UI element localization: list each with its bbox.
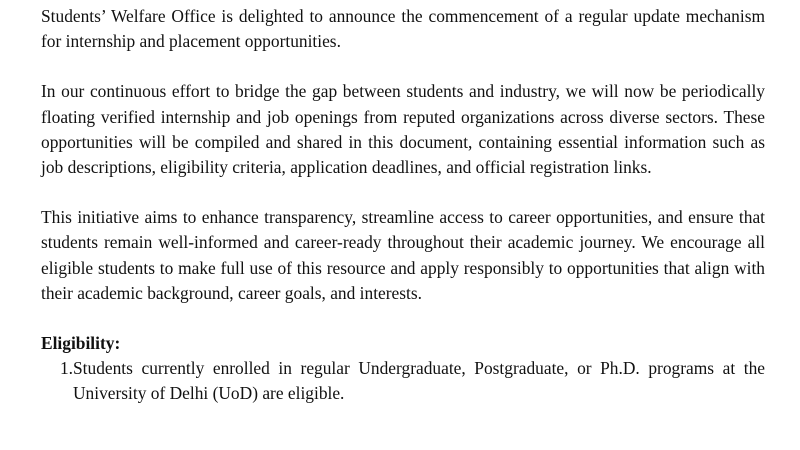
effort-paragraph: In our continuous effort to bridge the gap between students and industry, we will now be periodically floating verified internship and job openings from reputed organizations across diverse sectors. These opportunities will be compiled and shared in this document, containing essential information such as job descriptions, eligibility criteria, application deadlines, and official registration links. <box>41 81 765 178</box>
initiative-paragraph: This initiative aims to enhance transparency, streamline access to career opportunities, and ensure that students remain well-informed and career-ready throughout their academic journey. We encourage all eligible students to make full use of this resource and apply responsibly to opportunities that align with their academic background, career goals, and interests. <box>41 207 765 303</box>
list-item-text: Students currently enrolled in regular Undergraduate, Postgraduate, or Ph.D. programs at the University of Delhi (UoD) are eligible. <box>73 358 765 404</box>
eligibility-heading: Eligibility: <box>41 333 121 354</box>
eligibility-list <box>41 356 765 406</box>
list-item <box>41 356 765 406</box>
intro-paragraph: Students’ Welfare Office is delighted to announce the commencement of a regular update mechanism for internship and placement opportunities. <box>41 6 765 52</box>
list-item-number: 1. <box>59 358 73 379</box>
document-body <box>41 4 765 407</box>
